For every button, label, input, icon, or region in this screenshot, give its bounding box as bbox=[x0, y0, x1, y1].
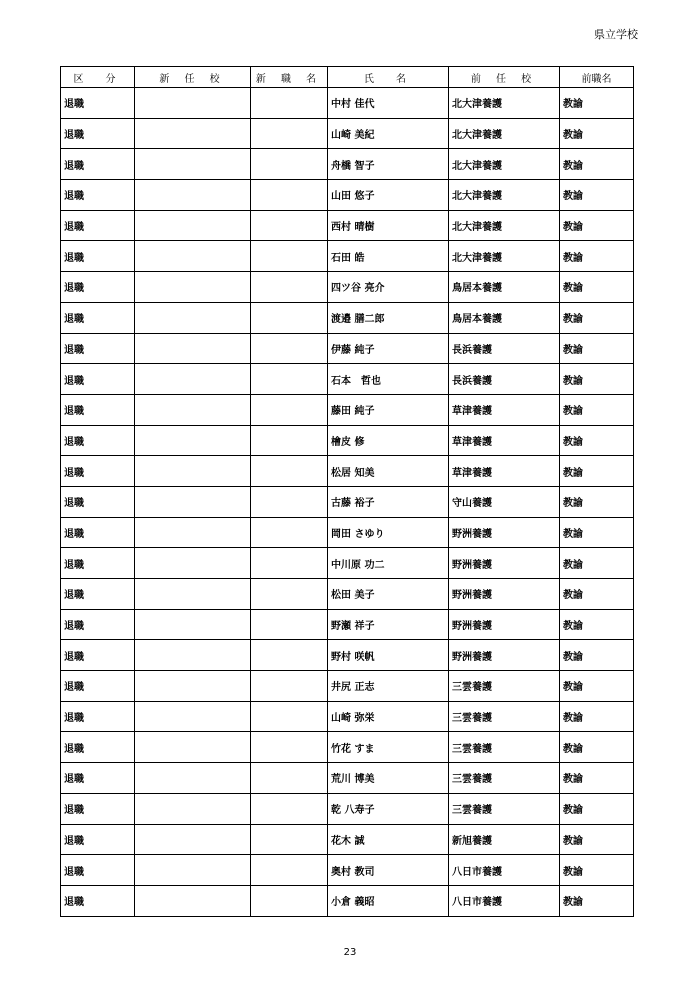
header-new-school: 新 任 校 bbox=[135, 67, 251, 88]
new-position-cell bbox=[251, 855, 328, 886]
new-school-cell bbox=[135, 885, 251, 916]
previous-school-cell: 野洲養護 bbox=[449, 517, 560, 548]
previous-school-cell: 草津養護 bbox=[449, 425, 560, 456]
new-school-cell bbox=[135, 394, 251, 425]
new-school-cell bbox=[135, 241, 251, 272]
new-position-cell bbox=[251, 241, 328, 272]
table-row bbox=[61, 548, 634, 579]
name-cell: 中村 佳代 bbox=[328, 88, 449, 119]
previous-position-cell: 教諭 bbox=[560, 548, 634, 579]
name-cell: 山崎 弥栄 bbox=[328, 701, 449, 732]
previous-position-cell: 教諭 bbox=[560, 88, 634, 119]
header-new-position: 新 職 名 bbox=[251, 67, 328, 88]
category-cell: 退職 bbox=[61, 425, 135, 456]
table-row bbox=[61, 671, 634, 702]
name-cell: 奥村 教司 bbox=[328, 855, 449, 886]
new-school-cell bbox=[135, 302, 251, 333]
table-row bbox=[61, 517, 634, 548]
previous-school-cell: 守山養護 bbox=[449, 486, 560, 517]
new-school-cell bbox=[135, 763, 251, 794]
table-row bbox=[61, 180, 634, 211]
previous-school-cell: 野洲養護 bbox=[449, 640, 560, 671]
name-cell: 四ツ谷 亮介 bbox=[328, 272, 449, 303]
category-cell: 退職 bbox=[61, 456, 135, 487]
category-cell: 退職 bbox=[61, 824, 135, 855]
category-cell: 退職 bbox=[61, 241, 135, 272]
new-position-cell bbox=[251, 272, 328, 303]
previous-position-cell: 教諭 bbox=[560, 425, 634, 456]
new-school-cell bbox=[135, 149, 251, 180]
table-row bbox=[61, 88, 634, 119]
table-row bbox=[61, 640, 634, 671]
previous-position-cell: 教諭 bbox=[560, 793, 634, 824]
name-cell: 西村 晴樹 bbox=[328, 210, 449, 241]
name-cell: 山崎 美紀 bbox=[328, 118, 449, 149]
previous-school-cell: 長浜養護 bbox=[449, 364, 560, 395]
name-cell: 岡田 さゆり bbox=[328, 517, 449, 548]
new-position-cell bbox=[251, 885, 328, 916]
previous-position-cell: 教諭 bbox=[560, 149, 634, 180]
new-position-cell bbox=[251, 517, 328, 548]
previous-position-cell: 教諭 bbox=[560, 272, 634, 303]
table-row bbox=[61, 118, 634, 149]
new-position-cell bbox=[251, 149, 328, 180]
category-cell: 退職 bbox=[61, 548, 135, 579]
new-school-cell bbox=[135, 210, 251, 241]
table-body bbox=[61, 88, 634, 917]
previous-position-cell: 教諭 bbox=[560, 210, 634, 241]
name-cell: 松田 美子 bbox=[328, 579, 449, 610]
name-cell: 荒川 博美 bbox=[328, 763, 449, 794]
previous-school-cell: 三雲養護 bbox=[449, 732, 560, 763]
name-cell: 乾 八寿子 bbox=[328, 793, 449, 824]
table-row bbox=[61, 579, 634, 610]
previous-school-cell: 八日市養護 bbox=[449, 885, 560, 916]
header-name: 氏 名 bbox=[328, 67, 449, 88]
new-school-cell bbox=[135, 640, 251, 671]
previous-position-cell: 教諭 bbox=[560, 885, 634, 916]
previous-position-cell: 教諭 bbox=[560, 364, 634, 395]
previous-position-cell: 教諭 bbox=[560, 609, 634, 640]
new-school-cell bbox=[135, 671, 251, 702]
table-row bbox=[61, 394, 634, 425]
name-cell: 竹花 すま bbox=[328, 732, 449, 763]
previous-school-cell: 草津養護 bbox=[449, 394, 560, 425]
previous-school-cell: 北大津養護 bbox=[449, 241, 560, 272]
table-row bbox=[61, 609, 634, 640]
category-cell: 退職 bbox=[61, 394, 135, 425]
previous-position-cell: 教諭 bbox=[560, 118, 634, 149]
previous-position-cell: 教諭 bbox=[560, 701, 634, 732]
previous-position-cell: 教諭 bbox=[560, 855, 634, 886]
new-school-cell bbox=[135, 517, 251, 548]
new-position-cell bbox=[251, 824, 328, 855]
previous-position-cell: 教諭 bbox=[560, 333, 634, 364]
previous-position-cell: 教諭 bbox=[560, 824, 634, 855]
header-row bbox=[61, 67, 634, 88]
page-number: 23 bbox=[343, 947, 357, 958]
new-position-cell bbox=[251, 118, 328, 149]
new-position-cell bbox=[251, 210, 328, 241]
category-cell: 退職 bbox=[61, 88, 135, 119]
header-category: 区 分 bbox=[61, 67, 135, 88]
previous-position-cell: 教諭 bbox=[560, 671, 634, 702]
name-cell: 井尻 正志 bbox=[328, 671, 449, 702]
previous-school-cell: 長浜養護 bbox=[449, 333, 560, 364]
previous-school-cell: 草津養護 bbox=[449, 456, 560, 487]
previous-position-cell: 教諭 bbox=[560, 763, 634, 794]
category-cell: 退職 bbox=[61, 210, 135, 241]
document-category: 県立学校 bbox=[594, 28, 638, 41]
new-position-cell bbox=[251, 732, 328, 763]
category-cell: 退職 bbox=[61, 609, 135, 640]
new-position-cell bbox=[251, 364, 328, 395]
name-cell: 石田 皓 bbox=[328, 241, 449, 272]
previous-position-cell: 教諭 bbox=[560, 517, 634, 548]
previous-school-cell: 三雲養護 bbox=[449, 763, 560, 794]
new-school-cell bbox=[135, 579, 251, 610]
name-cell: 花木 誠 bbox=[328, 824, 449, 855]
previous-position-cell: 教諭 bbox=[560, 732, 634, 763]
new-school-cell bbox=[135, 118, 251, 149]
name-cell: 野瀬 祥子 bbox=[328, 609, 449, 640]
table-row bbox=[61, 824, 634, 855]
name-cell: 野村 咲帆 bbox=[328, 640, 449, 671]
name-cell: 渡邉 膳二郎 bbox=[328, 302, 449, 333]
new-school-cell bbox=[135, 456, 251, 487]
new-position-cell bbox=[251, 302, 328, 333]
previous-school-cell: 野洲養護 bbox=[449, 548, 560, 579]
table-row bbox=[61, 302, 634, 333]
table-row bbox=[61, 456, 634, 487]
previous-school-cell: 北大津養護 bbox=[449, 88, 560, 119]
new-position-cell bbox=[251, 793, 328, 824]
table-row bbox=[61, 333, 634, 364]
category-cell: 退職 bbox=[61, 732, 135, 763]
previous-position-cell: 教諭 bbox=[560, 241, 634, 272]
new-position-cell bbox=[251, 609, 328, 640]
new-position-cell bbox=[251, 456, 328, 487]
category-cell: 退職 bbox=[61, 272, 135, 303]
table-row bbox=[61, 425, 634, 456]
previous-school-cell: 北大津養護 bbox=[449, 149, 560, 180]
personnel-table bbox=[60, 66, 634, 917]
new-school-cell bbox=[135, 732, 251, 763]
previous-school-cell: 北大津養護 bbox=[449, 180, 560, 211]
name-cell: 中川原 功二 bbox=[328, 548, 449, 579]
category-cell: 退職 bbox=[61, 333, 135, 364]
new-position-cell bbox=[251, 579, 328, 610]
name-cell: 山田 悠子 bbox=[328, 180, 449, 211]
previous-position-cell: 教諭 bbox=[560, 394, 634, 425]
new-position-cell bbox=[251, 486, 328, 517]
previous-position-cell: 教諭 bbox=[560, 486, 634, 517]
new-school-cell bbox=[135, 333, 251, 364]
new-position-cell bbox=[251, 88, 328, 119]
previous-school-cell: 鳥居本養護 bbox=[449, 272, 560, 303]
name-cell: 伊藤 純子 bbox=[328, 333, 449, 364]
new-position-cell bbox=[251, 333, 328, 364]
category-cell: 退職 bbox=[61, 486, 135, 517]
category-cell: 退職 bbox=[61, 793, 135, 824]
new-position-cell bbox=[251, 701, 328, 732]
new-school-cell bbox=[135, 793, 251, 824]
category-cell: 退職 bbox=[61, 640, 135, 671]
table-row bbox=[61, 486, 634, 517]
header-previous-position: 前職名 bbox=[560, 67, 634, 88]
name-cell: 古藤 裕子 bbox=[328, 486, 449, 517]
table-row bbox=[61, 885, 634, 916]
name-cell: 檜皮 修 bbox=[328, 425, 449, 456]
category-cell: 退職 bbox=[61, 302, 135, 333]
new-position-cell bbox=[251, 394, 328, 425]
previous-school-cell: 鳥居本養護 bbox=[449, 302, 560, 333]
previous-school-cell: 八日市養護 bbox=[449, 855, 560, 886]
new-position-cell bbox=[251, 425, 328, 456]
new-position-cell bbox=[251, 548, 328, 579]
table-row bbox=[61, 149, 634, 180]
new-school-cell bbox=[135, 364, 251, 395]
previous-school-cell: 三雲養護 bbox=[449, 701, 560, 732]
previous-position-cell: 教諭 bbox=[560, 180, 634, 211]
previous-school-cell: 三雲養護 bbox=[449, 793, 560, 824]
new-position-cell bbox=[251, 180, 328, 211]
name-cell: 小倉 義昭 bbox=[328, 885, 449, 916]
previous-position-cell: 教諭 bbox=[560, 640, 634, 671]
previous-school-cell: 北大津養護 bbox=[449, 210, 560, 241]
table-row bbox=[61, 732, 634, 763]
category-cell: 退職 bbox=[61, 517, 135, 548]
new-school-cell bbox=[135, 855, 251, 886]
table-row bbox=[61, 210, 634, 241]
category-cell: 退職 bbox=[61, 701, 135, 732]
previous-position-cell: 教諭 bbox=[560, 302, 634, 333]
new-school-cell bbox=[135, 548, 251, 579]
name-cell: 藤田 純子 bbox=[328, 394, 449, 425]
new-school-cell bbox=[135, 824, 251, 855]
previous-school-cell: 北大津養護 bbox=[449, 118, 560, 149]
category-cell: 退職 bbox=[61, 855, 135, 886]
category-cell: 退職 bbox=[61, 885, 135, 916]
name-cell: 舟橋 智子 bbox=[328, 149, 449, 180]
previous-school-cell: 野洲養護 bbox=[449, 609, 560, 640]
previous-school-cell: 野洲養護 bbox=[449, 579, 560, 610]
category-cell: 退職 bbox=[61, 364, 135, 395]
category-cell: 退職 bbox=[61, 149, 135, 180]
category-cell: 退職 bbox=[61, 671, 135, 702]
name-cell: 松居 知美 bbox=[328, 456, 449, 487]
table-row bbox=[61, 241, 634, 272]
new-school-cell bbox=[135, 486, 251, 517]
previous-school-cell: 新旭養護 bbox=[449, 824, 560, 855]
table-row bbox=[61, 272, 634, 303]
new-position-cell bbox=[251, 640, 328, 671]
category-cell: 退職 bbox=[61, 579, 135, 610]
table-row bbox=[61, 855, 634, 886]
category-cell: 退職 bbox=[61, 180, 135, 211]
new-school-cell bbox=[135, 272, 251, 303]
previous-position-cell: 教諭 bbox=[560, 456, 634, 487]
new-school-cell bbox=[135, 609, 251, 640]
new-school-cell bbox=[135, 180, 251, 211]
category-cell: 退職 bbox=[61, 118, 135, 149]
category-cell: 退職 bbox=[61, 763, 135, 794]
table-row bbox=[61, 763, 634, 794]
new-school-cell bbox=[135, 88, 251, 119]
name-cell: 石本 哲也 bbox=[328, 364, 449, 395]
new-position-cell bbox=[251, 763, 328, 794]
table-row bbox=[61, 793, 634, 824]
new-position-cell bbox=[251, 671, 328, 702]
previous-school-cell: 三雲養護 bbox=[449, 671, 560, 702]
table-row bbox=[61, 701, 634, 732]
header-previous-school: 前 任 校 bbox=[449, 67, 560, 88]
table-row bbox=[61, 364, 634, 395]
new-school-cell bbox=[135, 701, 251, 732]
previous-position-cell: 教諭 bbox=[560, 579, 634, 610]
new-school-cell bbox=[135, 425, 251, 456]
